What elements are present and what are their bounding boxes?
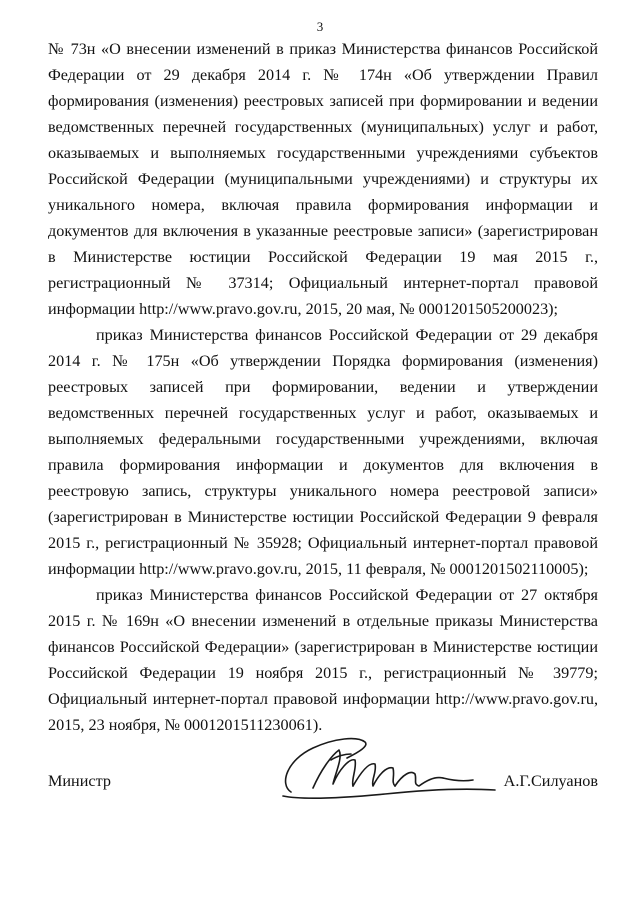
- document-body: [48, 36, 598, 738]
- paragraph-continuation: № 73н «О внесении изменений в приказ Министерства финансов Российской Федерации от 29 декабря 2014 г. № 174н «Об утверждении Правил формирования (изменения) реестровых записей при формировании и ведении ведомственных перечней государственных (муниципальных) услуг и работ, оказываемых и выполняемых государственными учреждениями субъектов Российской Федерации (муниципальными учреждениями) и структуры их уникального номера, включая правила формирования информации и документов для включения в указанные реестровые записи» (зарегистрирован в Министерстве юстиции Российской Федерации 19 мая 2015 г., регистрационный № 37314; Официальный интернет-портал правовой информации http://www.pravo.gov.ru, 2015, 20 мая, № 0001201505200023);: [48, 40, 598, 318]
- paragraph-order-175n: приказ Министерства финансов Российской Федерации от 29 декабря 2014 г. № 175н «Об утверждении Порядка формирования (изменения) реестровых записей при формировании, ведении и утверждении ведомственных перечней государственных услуг и работ, оказываемых и выполняемых федеральными государственными учреждениями, включая правила формирования информации и документов для включения в реестровую запись, структуры уникального номера реестровой записи» (зарегистрирован в Министерстве юстиции Российской Федерации 9 февраля 2015 г., регистрационный № 35928; Официальный интернет-портал правовой информации http://www.pravo.gov.ru, 2015, 11 февраля, № 0001201502110005);: [48, 326, 598, 578]
- page-number: 3: [316, 19, 324, 34]
- signatory-position: Министр: [48, 772, 111, 790]
- handwritten-signature: [273, 730, 503, 810]
- signatory-name: А.Г.Силуанов: [503, 772, 598, 790]
- signature-block: [48, 730, 598, 810]
- paragraph-order-169n: приказ Министерства финансов Российской Федерации от 27 октября 2015 г. № 169н «О внесении изменений в отдельные приказы Министерства финансов Российской Федерации» (зарегистрирован в Министерстве юстиции Российской Федерации 19 ноября 2015 г., регистрационный № 39779; Официальный интернет-портал правовой информации http://www.pravo.gov.ru, 2015, 23 ноября, № 0001201511230061).: [48, 586, 598, 734]
